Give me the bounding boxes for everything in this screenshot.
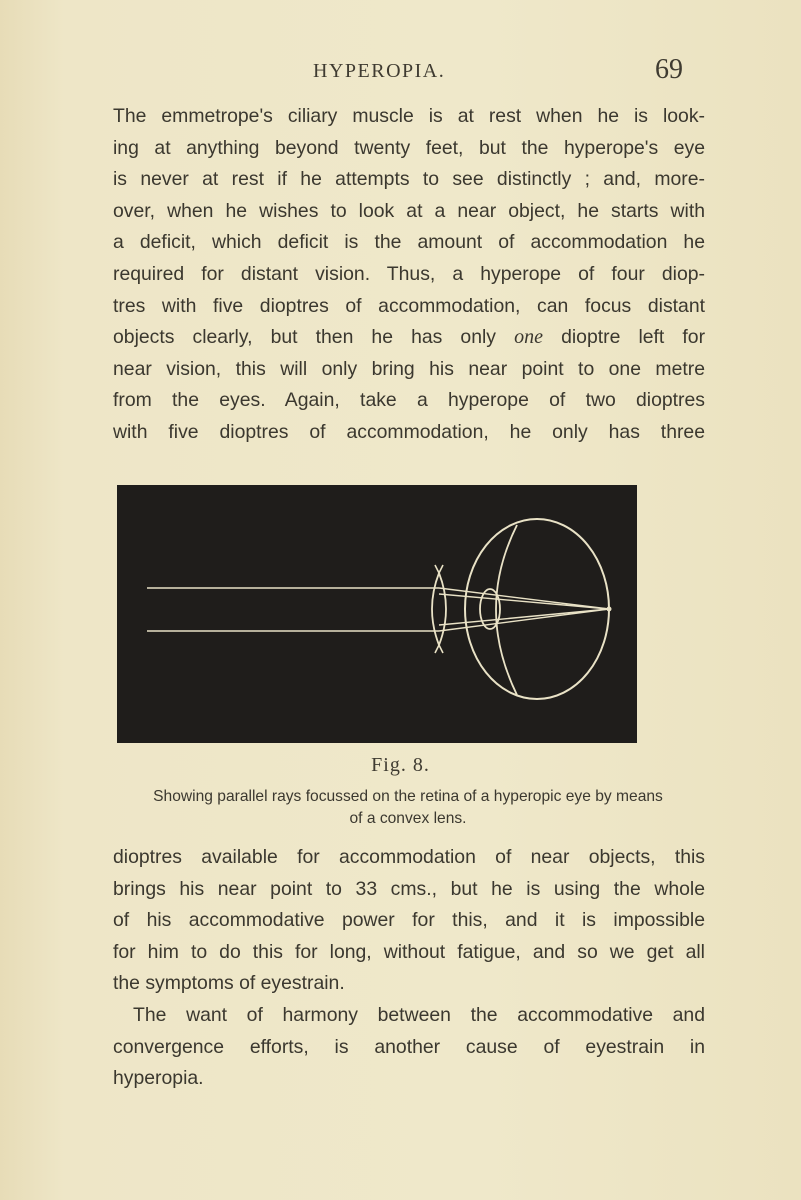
text-line: the symptoms of eyestrain. xyxy=(113,972,345,995)
paragraph-3 xyxy=(113,1000,705,1095)
figure-label: Fig. 8. xyxy=(371,754,430,776)
text-line: is never at rest if he attempts to see distinctly ; and, more- xyxy=(113,168,705,191)
focal-point xyxy=(607,607,612,612)
caption-line: of a convex lens. xyxy=(349,810,467,827)
hyperopic-eye-illustration xyxy=(117,485,637,743)
text-line: from the eyes. Again, take a hyperope of two dioptres xyxy=(113,389,705,412)
text-line: for him to do this for long, without fatigue, and so we get all xyxy=(113,940,705,963)
text-line: required for distant vision. Thus, a hyperope of four diop- xyxy=(113,262,705,285)
text-line: ing at anything beyond twenty feet, but the hyperope's eye xyxy=(113,136,705,159)
text-line: hyperopia. xyxy=(113,1067,204,1090)
text-line: a deficit, which deficit is the amount of accommodation he xyxy=(113,231,705,254)
text-segment: dioptre left for xyxy=(561,326,706,349)
text-line-with-italic xyxy=(113,322,705,354)
text-line: with five dioptres of accommodation, he only has three xyxy=(113,420,705,443)
text-segment: objects clearly, but then he has only xyxy=(113,326,496,349)
text-line: convergence efforts, is another cause of eyestrain in xyxy=(113,1035,705,1058)
paragraph-1 xyxy=(113,101,705,449)
text-line: The emmetrope's ciliary muscle is at rest when he is look- xyxy=(113,105,705,127)
text-line: over, when he wishes to look at a near object, he starts with xyxy=(113,199,705,222)
text-line: brings his near point to 33 cms., but he is using the whole xyxy=(113,877,705,900)
figure-caption xyxy=(114,786,702,830)
paragraph-2 xyxy=(113,842,705,1000)
text-line: of his accommodative power for this, and it is impossible xyxy=(113,909,705,932)
text-line: tres with five dioptres of accommodation, can focus distant xyxy=(113,294,705,317)
italic-word: one xyxy=(514,326,543,349)
text-line: The want of harmony between the accommodative and xyxy=(133,1004,705,1026)
caption-line: Showing parallel rays focussed on the retina of a hyperopic eye by means xyxy=(153,788,663,805)
text-line: near vision, this will only bring his near point to one metre xyxy=(113,357,705,380)
page-number: 69 xyxy=(655,54,683,85)
text-line: dioptres available for accommodation of near objects, this xyxy=(113,846,705,868)
eye-diagram-figure xyxy=(117,485,637,743)
running-title: HYPEROPIA. xyxy=(313,60,446,82)
running-header xyxy=(0,54,801,94)
